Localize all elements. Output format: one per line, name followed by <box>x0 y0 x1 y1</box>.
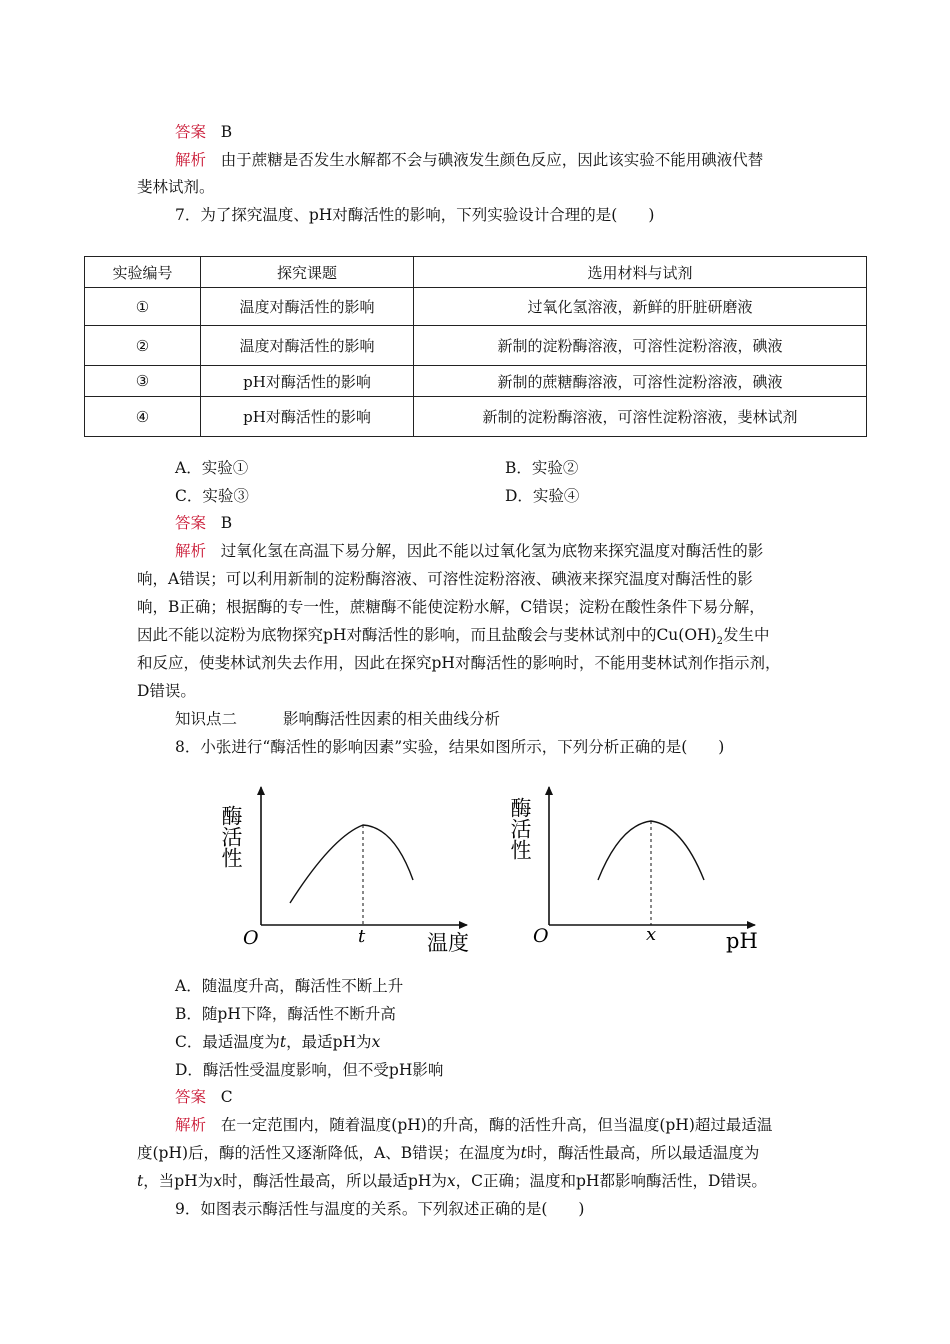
q7-analysis-line5: 和反应，使斐林试剂失去作用，因此在探究pH对酶活性的影响时，不能用斐林试剂作指示剂， <box>137 654 781 672</box>
table-cell: pH对酶活性的影响 <box>201 397 414 437</box>
q8-figure <box>205 765 780 970</box>
table-cell: 新制的淀粉酶溶液，可溶性淀粉溶液，碘液 <box>414 326 867 366</box>
q7-option-a[interactable]: A．实验① <box>175 459 249 477</box>
table-header: 选用材料与试剂 <box>414 257 867 288</box>
section-heading <box>175 709 500 729</box>
option-text: C．最适温度为 <box>175 1033 280 1051</box>
x-axis-label: pH <box>726 929 758 953</box>
table-cell: 新制的淀粉酶溶液，可溶性淀粉溶液，斐林试剂 <box>414 397 867 437</box>
option-text: ，最适pH为 <box>286 1033 372 1051</box>
q7-analysis-line2: 响，A错误；可以利用新制的淀粉酶溶液、可溶性淀粉溶液、碘液来探究温度对酶活性的影 <box>137 570 753 588</box>
q8-option-a[interactable]: A．随温度升高，酶活性不断上升 <box>175 977 404 995</box>
q6-analysis-line2: 斐林试剂。 <box>137 178 215 196</box>
q8-analysis-line3 <box>137 1171 767 1191</box>
q7-analysis-line3: 响，B正确；根据酶的专一性，蔗糖酶不能使淀粉水解，C错误；淀粉在酸性条件下易分解， <box>137 598 765 616</box>
y-axis-label: 酶活性 <box>508 797 532 860</box>
table-cell: 温度对酶活性的影响 <box>201 288 414 326</box>
q7-option-d[interactable]: D．实验④ <box>505 487 580 505</box>
origin-label: O <box>243 927 259 949</box>
q8-analysis-line1 <box>175 1115 772 1135</box>
q7-analysis-line6: D错误。 <box>137 682 196 700</box>
q6-analysis-line1 <box>175 150 763 170</box>
answer-label: 答案 <box>175 514 207 532</box>
answer-value: B <box>220 514 233 532</box>
variable-t: t <box>137 1172 144 1190</box>
section-title: 影响酶活性因素的相关曲线分析 <box>283 710 501 728</box>
q7-analysis-line4 <box>137 625 770 652</box>
subscript: 2 <box>716 636 723 648</box>
q7-option-c[interactable]: C．实验③ <box>175 487 249 505</box>
q8-answer <box>175 1087 233 1107</box>
table-header: 实验编号 <box>85 257 201 288</box>
analysis-text: 发生中 <box>722 626 770 644</box>
analysis-text: 过氧化氢在高温下易分解，因此不能以过氧化氢为底物来探究温度对酶活性的影 <box>220 542 764 560</box>
table-cell: ① <box>85 288 201 326</box>
variable-t: t <box>279 1033 287 1051</box>
q6-answer <box>175 122 232 142</box>
table-row <box>85 288 867 326</box>
chart-ph <box>508 787 758 953</box>
table-header: 探究课题 <box>201 257 414 288</box>
table-cell: ② <box>85 326 201 366</box>
q7-option-b[interactable]: B．实验② <box>505 459 579 477</box>
analysis-label: 解析 <box>175 1116 207 1134</box>
analysis-text: 时，酶活性最高，所以最适温度为 <box>526 1144 760 1162</box>
analysis-label: 解析 <box>175 542 207 560</box>
q7-answer <box>175 513 232 533</box>
experiment-table <box>84 256 867 437</box>
q8-option-d[interactable]: D．酶活性受温度影响，但不受pH影响 <box>175 1061 444 1079</box>
q8-analysis-line2 <box>137 1143 759 1163</box>
analysis-text: 在一定范围内，随着温度(pH)的升高，酶的活性升高，但当温度(pH)超过最适温 <box>220 1116 773 1134</box>
variable-x: x <box>446 1172 456 1190</box>
table-cell: ③ <box>85 366 201 397</box>
table-cell: 温度对酶活性的影响 <box>201 326 414 366</box>
variable-t: t <box>520 1144 527 1162</box>
analysis-text: ，C正确；温度和pH都影响酶活性，D错误。 <box>455 1172 767 1190</box>
variable-x: x <box>213 1172 222 1190</box>
q7-analysis-line1 <box>175 541 763 561</box>
q9-stem: 9．如图表示酶活性与温度的关系。下列叙述正确的是( ) <box>175 1200 585 1218</box>
q8-option-c[interactable] <box>175 1032 380 1052</box>
table-cell: ④ <box>85 397 201 437</box>
table-header-row <box>85 257 867 288</box>
q8-option-b[interactable]: B．随pH下降，酶活性不断升高 <box>175 1005 396 1023</box>
answer-value: B <box>220 123 233 141</box>
analysis-text: ，当pH为 <box>143 1172 214 1190</box>
table-cell: 新制的蔗糖酶溶液，可溶性淀粉溶液，碘液 <box>414 366 867 397</box>
answer-label: 答案 <box>175 123 207 141</box>
section-label: 知识点二 <box>175 710 238 728</box>
table-cell: pH对酶活性的影响 <box>201 366 414 397</box>
q7-stem: 7．为了探究温度、pH对酶活性的影响，下列实验设计合理的是( ) <box>175 206 655 224</box>
peak-tick-label: x <box>646 924 657 945</box>
analysis-text: 因此不能以淀粉为底物探究pH对酶活性的影响，而且盐酸会与斐林试剂中的Cu(OH) <box>137 626 717 644</box>
chart-temperature <box>219 787 469 955</box>
analysis-text: 时，酶活性最高，所以最适pH为 <box>221 1172 447 1190</box>
analysis-label: 解析 <box>175 151 207 169</box>
table-cell: 过氧化氢溶液，新鲜的肝脏研磨液 <box>414 288 867 326</box>
variable-x: x <box>371 1033 381 1051</box>
answer-label: 答案 <box>175 1088 207 1106</box>
analysis-text: 由于蔗糖是否发生水解都不会与碘液发生颜色反应，因此该实验不能用碘液代替 <box>220 151 764 169</box>
q8-stem: 8．小张进行“酶活性的影响因素”实验，结果如图所示，下列分析正确的是( ) <box>175 738 725 756</box>
activity-curve <box>290 825 413 903</box>
table-row <box>85 397 867 437</box>
table-row <box>85 366 867 397</box>
analysis-text: 度(pH)后，酶的活性又逐渐降低，A、B错误；在温度为 <box>137 1144 521 1162</box>
table-row <box>85 326 867 366</box>
answer-value: C <box>220 1088 233 1106</box>
peak-tick-label: t <box>358 926 366 947</box>
y-axis-label: 酶活性 <box>219 805 243 868</box>
x-axis-label: 温度 <box>427 931 469 955</box>
origin-label: O <box>533 925 549 947</box>
